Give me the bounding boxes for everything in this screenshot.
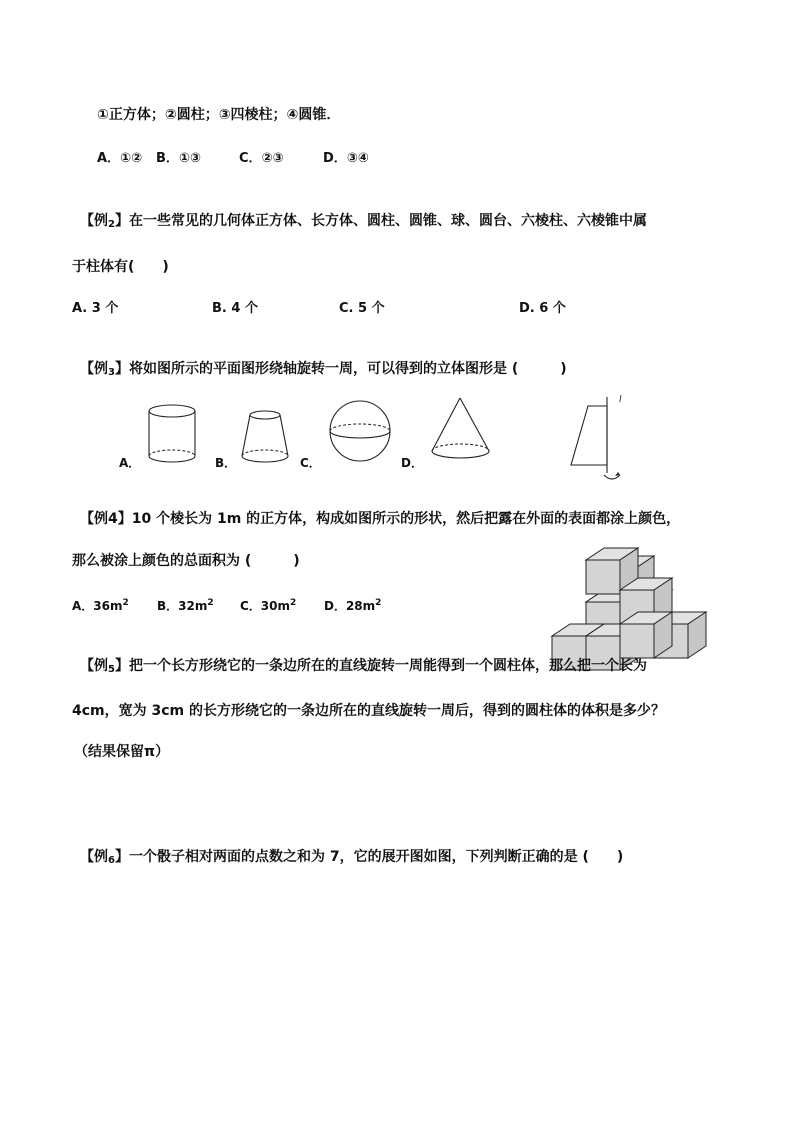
- example-3-tag: 【例3】: [80, 361, 129, 378]
- q1-option-a: A．①②: [97, 151, 143, 166]
- example-4-line1: 【例4】10 个棱长为 1m 的正方体，构成如图所示的形状，然后把露在外面的表面都涂上颜色，: [80, 511, 681, 527]
- cylinder-figure: [145, 402, 201, 466]
- example-5-line1: 【例5】把一个长方形绕它的一条边所在的直线旋转一周能得到一个圆柱体，那么把一个长为: [80, 658, 647, 675]
- plane-figure-with-axis: [566, 395, 626, 485]
- ex2-option-d: D. 6 个: [519, 301, 566, 316]
- ex2-option-a: A. 3 个: [72, 301, 119, 316]
- ex4-option-b: B．$32m^2$: [157, 598, 214, 613]
- ex3-option-d: D．: [401, 456, 423, 470]
- example-2-line2: 于柱体有( ): [72, 259, 169, 275]
- ex4-option-a: A．$36m^2$: [72, 598, 129, 613]
- example-6-tag: 【例6】: [80, 849, 129, 866]
- cone-figure: [430, 396, 494, 466]
- ex3-option-c: C．: [300, 456, 321, 470]
- ex2-option-c: C. 5 个: [339, 301, 385, 316]
- q1-option-d: D．③④: [323, 151, 369, 166]
- q1-items: ①正方体；②圆柱；③四棱柱；④圆锥．: [97, 107, 341, 123]
- ex3-option-b: B．: [215, 456, 237, 470]
- example-2-line1: 【例2】在一些常见的几何体正方体、长方体、圆柱、圆锥、球、圆台、六棱柱、六棱锥中属: [80, 213, 647, 230]
- ex3-option-a: A．: [119, 456, 141, 470]
- cube: [620, 612, 672, 658]
- example-5-line2: 4cm，宽为 3cm 的长方形绕它的一条边所在的直线旋转一周后，得到的圆柱体的体积是多少？: [72, 703, 666, 719]
- example-3-line: 【例3】将如图所示的平面图形绕轴旋转一周，可以得到的立体图形是 ( ): [80, 361, 567, 378]
- example-2-tag: 【例2】: [80, 213, 129, 230]
- sphere-figure: [328, 399, 394, 465]
- frustum-figure: [240, 408, 292, 466]
- example-4-line2: 那么被涂上颜色的总面积为 ( ): [72, 553, 300, 569]
- example-5-line3: （结果保留π）: [74, 744, 170, 760]
- q1-option-c: C．②③: [239, 151, 284, 166]
- ex4-option-d: D．$28m^2$: [324, 598, 382, 613]
- example-6-line: 【例6】一个骰子相对两面的点数之和为 7，它的展开图如图，下列判断正确的是 ( ): [80, 849, 624, 866]
- axis-label: l: [619, 395, 622, 405]
- ex4-option-c: C．$30m^2$: [240, 598, 297, 613]
- example-5-tag: 【例5】: [80, 658, 129, 675]
- example-4-tag: 【例4】: [80, 511, 132, 527]
- q1-option-b: B．①③: [156, 151, 201, 166]
- ex2-option-b: B. 4 个: [212, 301, 258, 316]
